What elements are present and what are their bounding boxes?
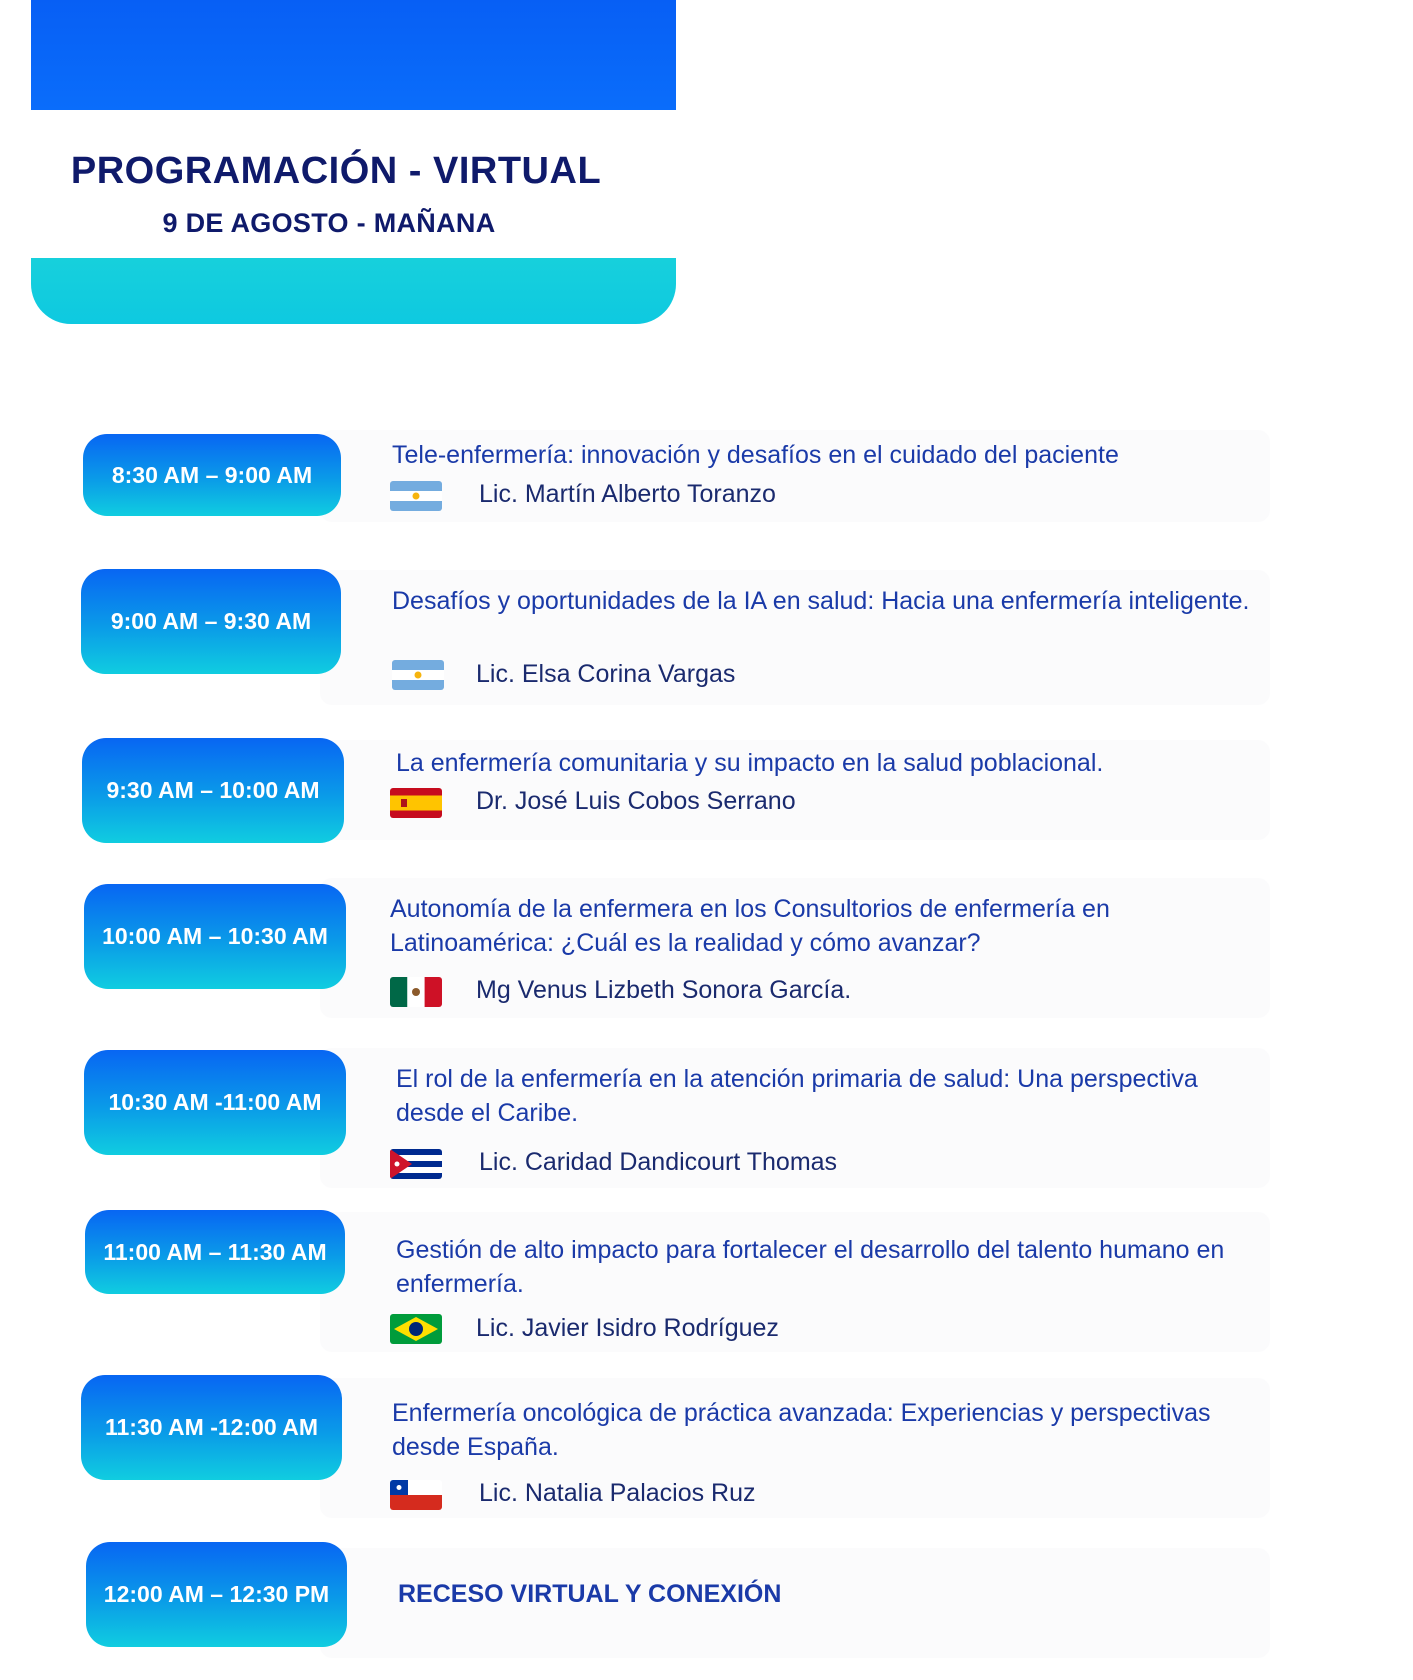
session-time-pill: 9:30 AM – 10:00 AM bbox=[82, 738, 344, 843]
session-speaker: Lic. Natalia Palacios Ruz bbox=[479, 1479, 756, 1507]
session-title: El rol de la enfermería en la atención primaria de salud: Una perspectiva desde el Caribe. bbox=[396, 1065, 1198, 1127]
session-title: Gestión de alto impacto para fortalecer el desarrollo del talento humano en enfermería. bbox=[396, 1236, 1225, 1298]
cuba-flag-icon bbox=[390, 1149, 442, 1179]
session-speaker: Dr. José Luis Cobos Serrano bbox=[476, 787, 796, 815]
session-title: Desafíos y oportunidades de la IA en salud: Hacia una enfermería inteligente. bbox=[392, 587, 1250, 615]
session-title: Tele-enfermería: innovación y desafíos en el cuidado del paciente bbox=[392, 441, 1119, 469]
session-time-pill: 10:30 AM -11:00 AM bbox=[84, 1050, 346, 1155]
session-speaker: Lic. Martín Alberto Toranzo bbox=[479, 480, 776, 508]
session-time-pill: 11:00 AM – 11:30 AM bbox=[85, 1210, 345, 1294]
page-title: PROGRAMACIÓN - VIRTUAL bbox=[70, 150, 602, 192]
session-time-pill: 9:00 AM – 9:30 AM bbox=[81, 569, 341, 674]
session-title: Autonomía de la enfermera en los Consultorios de enfermería en Latinoamérica: ¿Cuál es la realidad y cómo avanzar? bbox=[390, 895, 1110, 957]
session-time-pill: 10:00 AM – 10:30 AM bbox=[84, 884, 346, 989]
session-speaker: Lic. Caridad Dandicourt Thomas bbox=[479, 1148, 838, 1176]
header-bottom-band bbox=[31, 258, 676, 324]
session-title: Enfermería oncológica de práctica avanzada: Experiencias y perspectivas desde España. bbox=[392, 1399, 1211, 1461]
session-title: La enfermería comunitaria y su impacto en la salud poblacional. bbox=[396, 749, 1104, 777]
session-speaker: Mg Venus Lizbeth Sonora García. bbox=[476, 976, 852, 1004]
session-speaker: Lic. Javier Isidro Rodríguez bbox=[476, 1314, 779, 1342]
brazil-flag-icon bbox=[390, 1314, 442, 1344]
session-speaker: Lic. Elsa Corina Vargas bbox=[476, 660, 736, 688]
session-time-pill: 8:30 AM – 9:00 AM bbox=[83, 434, 341, 516]
spain-flag-icon bbox=[390, 788, 442, 818]
session-time-pill: 12:00 AM – 12:30 PM bbox=[86, 1542, 347, 1647]
mexico-flag-icon bbox=[390, 977, 442, 1007]
argentina-flag-icon bbox=[392, 660, 444, 690]
argentina-flag-icon bbox=[390, 481, 442, 511]
session-time-pill: 11:30 AM -12:00 AM bbox=[81, 1375, 342, 1480]
page-subtitle: 9 DE AGOSTO - MAÑANA bbox=[162, 208, 496, 238]
recess-label: RECESO VIRTUAL Y CONEXIÓN bbox=[398, 1580, 782, 1608]
header-top-band bbox=[31, 0, 676, 110]
chile-flag-icon bbox=[390, 1480, 442, 1510]
